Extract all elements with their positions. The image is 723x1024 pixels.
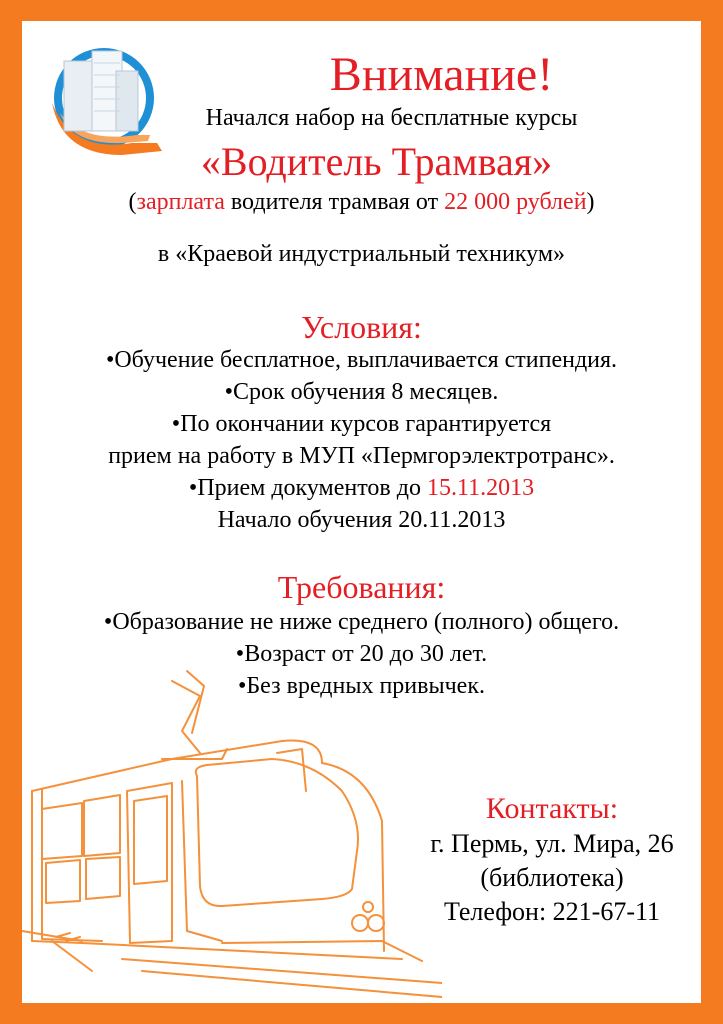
salary-close: ) xyxy=(586,189,595,215)
salary-word: зарплата xyxy=(136,189,225,215)
contacts-place: (библиотека) xyxy=(480,863,624,892)
salary-line xyxy=(22,187,701,217)
conditions-line-3: •По окончании курсов гарантируется xyxy=(171,411,552,437)
conditions-heading: Условия: xyxy=(301,309,422,345)
contacts-block xyxy=(402,791,701,929)
conditions-line-4: прием на работу в МУП «Пермгорэлектротранс». xyxy=(108,443,615,469)
intro-text: Начался набор на бесплатные курсы xyxy=(205,105,578,131)
conditions-line-1: •Обучение бесплатное, выплачивается стипендия. xyxy=(105,347,618,373)
conditions-line-6: Начало обучения 20.11.2013 xyxy=(217,507,506,533)
requirements-line-3: •Без вредных привычек. xyxy=(238,673,485,699)
conditions-line-5 xyxy=(22,473,701,503)
salary-open: ( xyxy=(128,189,137,215)
documents-deadline-prefix: •Прием документов до xyxy=(188,475,427,501)
attention-heading: Внимание! xyxy=(329,48,554,101)
conditions-line-2: •Срок обучения 8 месяцев. xyxy=(224,379,499,405)
contacts-heading: Контакты: xyxy=(485,792,619,825)
requirements-heading: Требования: xyxy=(277,569,446,605)
requirements-line-1: •Образование не ниже среднего (полного) общего. xyxy=(103,609,620,635)
salary-amount: 22 000 рублей xyxy=(444,189,587,215)
course-title: «Водитель Трамвая» xyxy=(200,139,553,184)
contacts-phone: Телефон: 221-67-11 xyxy=(443,897,661,926)
requirements-line-2: •Возраст от 20 до 30 лет. xyxy=(235,641,488,667)
contacts-address: г. Пермь, ул. Мира, 26 xyxy=(430,829,674,858)
tram-drawing-icon xyxy=(22,641,442,1003)
poster xyxy=(22,21,701,1003)
salary-middle: водителя трамвая от xyxy=(224,189,445,215)
documents-deadline-date: 15.11.2013 xyxy=(426,475,535,501)
institution-text: в «Краевой индустриальный техникум» xyxy=(157,241,566,267)
